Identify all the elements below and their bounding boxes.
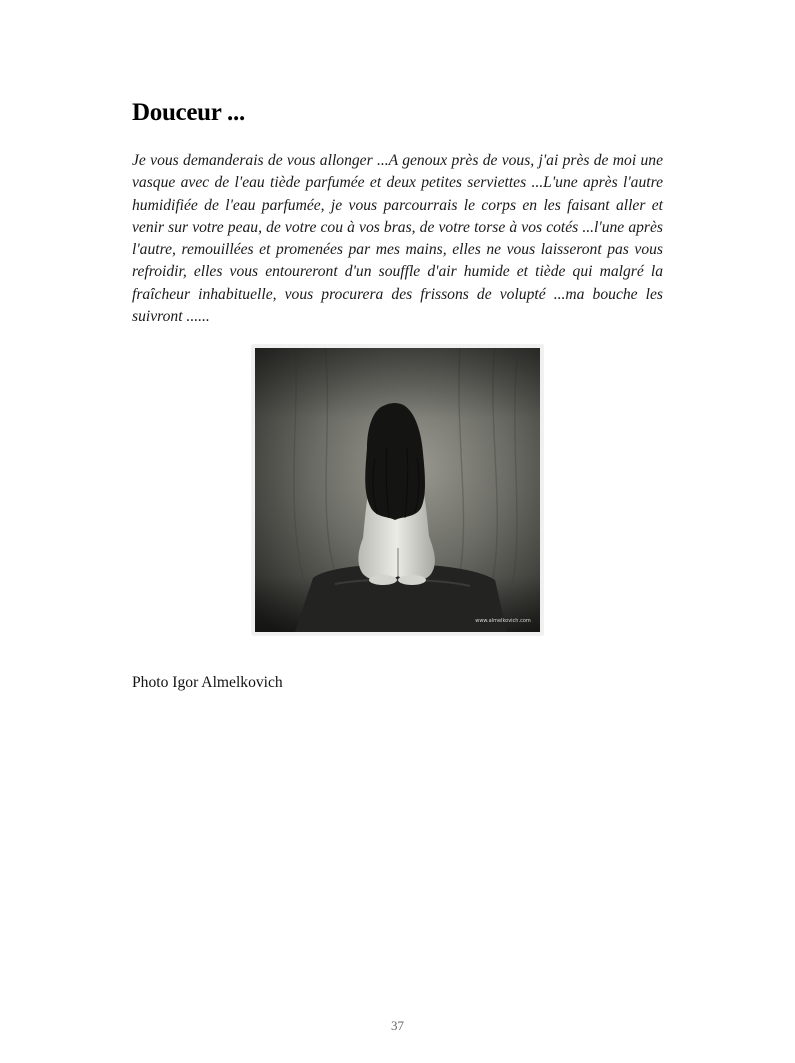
photo-caption: Photo Igor Almelkovich [132,674,283,691]
page-number: 37 [391,1018,404,1033]
page-title: Douceur ... [132,99,245,126]
kneeling-figure-photo [255,348,540,632]
body-paragraph: Je vous demanderais de vous allonger ...A genoux près de vous, j'ai près de moi une vasque avec de l'eau tiède parfumée et deux petites serviettes ...L'une après l'autre humidifiée de l'eau parfumée, je vous parcourrais le corps en les faisant aller et venir sur votre peau, de votre cou à vos bras, de votre torse à vos cotés ...l'une après l'autre, remouillées et promenées par mes mains, elles ne vous laisseront pas vous refroidir, elles vous entoureront d'un souffle d'air humide et tiède qui malgré la fraîcheur inhabituelle, vous procurera des frissons de volupté ...ma bouche les suivront ...... [132,152,663,326]
photo-watermark: www.almelkovich.com [475,618,531,624]
photo-frame [252,345,543,635]
